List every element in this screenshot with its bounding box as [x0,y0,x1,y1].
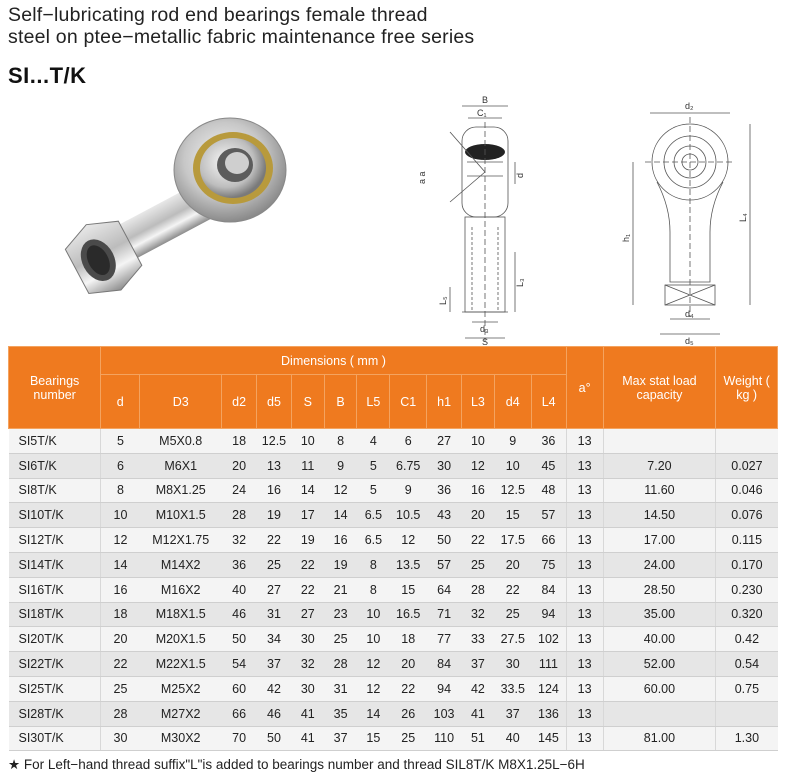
cell-load: 35.00 [603,602,716,627]
cell-d5: 46 [257,701,292,726]
table-row [9,528,778,553]
cell-b: 12 [324,478,357,503]
cell-d5: 19 [257,503,292,528]
spec-table [8,346,778,751]
cell-b: 21 [324,577,357,602]
table-row [9,676,778,701]
cell-a: 13 [566,528,603,553]
cell-l3: 41 [462,701,495,726]
cell-h1: 64 [427,577,462,602]
cell-l5: 8 [357,577,390,602]
cell-c1: 6 [390,429,427,454]
cell-d2: 18 [222,429,257,454]
cell-weight: 0.320 [716,602,778,627]
cell-d2: 28 [222,503,257,528]
cell-s: 22 [291,552,324,577]
cell-d4: 15 [494,503,531,528]
label-d4: d₄ [685,309,694,319]
label-d: d [515,172,525,178]
cell-d: 5 [101,429,140,454]
cell-d: 16 [101,577,140,602]
cell-a: 13 [566,453,603,478]
header-col-d: d [101,375,140,429]
header-col-l5: L5 [357,375,390,429]
cell-d5: 27 [257,577,292,602]
cell-a: 13 [566,602,603,627]
cell-d2: 46 [222,602,257,627]
cell-d5: 12.5 [257,429,292,454]
cell-model: SI28T/K [9,701,101,726]
cell-d2: 24 [222,478,257,503]
header-col-c1: C1 [390,375,427,429]
label-L3: L₃ [515,278,525,287]
title-line-2: steel on ptee−metallic fabric maintenance free series [8,26,475,48]
cell-d3: M14X2 [140,552,222,577]
cell-h1: 27 [427,429,462,454]
cell-model: SI25T/K [9,676,101,701]
cell-model: SI20T/K [9,627,101,652]
header-dimensions: Dimensions ( mm ) [101,347,566,375]
series-code: SI...T/K [8,63,87,88]
cell-l4: 36 [531,429,566,454]
cell-d4: 17.5 [494,528,531,553]
cell-model: SI6T/K [9,453,101,478]
cell-c1: 18 [390,627,427,652]
cell-c1: 13.5 [390,552,427,577]
cell-d5: 16 [257,478,292,503]
label-B: B [482,95,489,105]
cell-b: 25 [324,627,357,652]
header-col-d2: d2 [222,375,257,429]
label-L5: L₅ [438,296,448,305]
cell-b: 16 [324,528,357,553]
cell-l3: 12 [462,453,495,478]
cell-l4: 145 [531,726,566,751]
cell-d: 14 [101,552,140,577]
cell-l4: 136 [531,701,566,726]
cell-d: 8 [101,478,140,503]
cell-b: 28 [324,652,357,677]
cell-weight [716,701,778,726]
cell-weight: 0.75 [716,676,778,701]
cell-weight: 0.076 [716,503,778,528]
cell-load: 24.00 [603,552,716,577]
cell-load [603,429,716,454]
cell-a: 13 [566,429,603,454]
cell-load: 11.60 [603,478,716,503]
cell-d3: M8X1.25 [140,478,222,503]
cell-d2: 20 [222,453,257,478]
label-d3: d₃ [480,324,489,334]
cell-l4: 111 [531,652,566,677]
table-row [9,429,778,454]
cell-d2: 70 [222,726,257,751]
cell-s: 19 [291,528,324,553]
cell-c1: 22 [390,676,427,701]
cell-l4: 102 [531,627,566,652]
cell-model: SI30T/K [9,726,101,751]
cell-weight [716,429,778,454]
cell-h1: 77 [427,627,462,652]
table-row [9,701,778,726]
cell-l4: 124 [531,676,566,701]
cell-load: 28.50 [603,577,716,602]
cell-d3: M25X2 [140,676,222,701]
header-weight: Weight ( kg ) [716,347,778,429]
cell-l4: 45 [531,453,566,478]
cell-d5: 13 [257,453,292,478]
header-col-l4: L4 [531,375,566,429]
table-row [9,726,778,751]
cell-l5: 12 [357,676,390,701]
cell-l5: 6.5 [357,503,390,528]
header-a: a° [566,347,603,429]
cell-load: 7.20 [603,453,716,478]
cell-s: 41 [291,726,324,751]
cell-d2: 32 [222,528,257,553]
cell-load: 40.00 [603,627,716,652]
cell-load: 14.50 [603,503,716,528]
cell-l3: 20 [462,503,495,528]
table-row [9,652,778,677]
label-aa: a a [417,171,427,184]
cell-model: SI16T/K [9,577,101,602]
cell-h1: 110 [427,726,462,751]
cell-c1: 9 [390,478,427,503]
cell-a: 13 [566,577,603,602]
cell-d4: 40 [494,726,531,751]
cell-c1: 10.5 [390,503,427,528]
cell-l3: 33 [462,627,495,652]
cell-d4: 37 [494,701,531,726]
cell-d: 6 [101,453,140,478]
label-h1: h₁ [621,233,631,242]
cell-d2: 40 [222,577,257,602]
cell-a: 13 [566,478,603,503]
cell-l3: 32 [462,602,495,627]
cell-d5: 22 [257,528,292,553]
label-L4: L₄ [738,213,748,222]
cell-d2: 50 [222,627,257,652]
cell-model: SI18T/K [9,602,101,627]
cell-d2: 54 [222,652,257,677]
table-row [9,627,778,652]
cell-l5: 15 [357,726,390,751]
cell-d4: 22 [494,577,531,602]
cell-l4: 75 [531,552,566,577]
cell-c1: 26 [390,701,427,726]
cell-d4: 9 [494,429,531,454]
cell-l3: 42 [462,676,495,701]
cell-weight: 0.42 [716,627,778,652]
cell-b: 31 [324,676,357,701]
cell-d5: 31 [257,602,292,627]
cell-s: 17 [291,503,324,528]
cell-l5: 12 [357,652,390,677]
header-col-h1: h1 [427,375,462,429]
cell-d4: 30 [494,652,531,677]
cell-s: 41 [291,701,324,726]
rod-end-photo [55,110,315,310]
cell-a: 13 [566,552,603,577]
cell-s: 32 [291,652,324,677]
cell-b: 8 [324,429,357,454]
cell-d3: M10X1.5 [140,503,222,528]
cell-s: 14 [291,478,324,503]
cell-a: 13 [566,701,603,726]
header-col-l3: L3 [462,375,495,429]
cell-d4: 12.5 [494,478,531,503]
cell-l4: 94 [531,602,566,627]
cell-d2: 60 [222,676,257,701]
front-drawing [615,97,765,347]
label-C1: C₁ [477,108,487,118]
cell-l5: 5 [357,453,390,478]
cell-d3: M22X1.5 [140,652,222,677]
cell-model: SI8T/K [9,478,101,503]
cell-l5: 14 [357,701,390,726]
cell-d5: 25 [257,552,292,577]
label-S: S [482,337,489,347]
cell-l5: 5 [357,478,390,503]
cell-l3: 25 [462,552,495,577]
cell-s: 30 [291,627,324,652]
table-row [9,552,778,577]
cell-c1: 16.5 [390,602,427,627]
cell-b: 23 [324,602,357,627]
cell-s: 22 [291,577,324,602]
header-bearings-number: Bearings number [9,347,101,429]
cell-d3: M18X1.5 [140,602,222,627]
cell-weight: 0.54 [716,652,778,677]
cell-h1: 57 [427,552,462,577]
cell-b: 9 [324,453,357,478]
table-row [9,602,778,627]
cell-c1: 6.75 [390,453,427,478]
cell-d3: M12X1.75 [140,528,222,553]
cell-d4: 10 [494,453,531,478]
footnote: ★ For Left−hand thread suffix"L"is added to bearings number and thread SIL8T/K M8X1.25L−6H [8,757,585,772]
cell-model: SI22T/K [9,652,101,677]
cell-b: 35 [324,701,357,726]
cell-c1: 15 [390,577,427,602]
cell-d5: 50 [257,726,292,751]
cell-c1: 20 [390,652,427,677]
cell-l4: 48 [531,478,566,503]
cell-h1: 36 [427,478,462,503]
cell-b: 14 [324,503,357,528]
cell-s: 30 [291,676,324,701]
cell-weight: 1.30 [716,726,778,751]
cell-d: 28 [101,701,140,726]
cell-weight: 0.230 [716,577,778,602]
cell-d3: M16X2 [140,577,222,602]
cell-d5: 34 [257,627,292,652]
cell-l4: 66 [531,528,566,553]
cell-l3: 16 [462,478,495,503]
cell-load [603,701,716,726]
cell-l4: 84 [531,577,566,602]
cell-a: 13 [566,676,603,701]
cell-l5: 10 [357,602,390,627]
header-col-b: B [324,375,357,429]
cell-d: 12 [101,528,140,553]
cell-l5: 10 [357,627,390,652]
cell-l3: 10 [462,429,495,454]
cell-a: 13 [566,627,603,652]
table-row [9,577,778,602]
cell-weight: 0.170 [716,552,778,577]
cell-a: 13 [566,503,603,528]
cell-l3: 37 [462,652,495,677]
cell-h1: 71 [427,602,462,627]
cell-h1: 84 [427,652,462,677]
cell-l3: 51 [462,726,495,751]
cell-d3: M20X1.5 [140,627,222,652]
table-row [9,478,778,503]
cell-d3: M6X1 [140,453,222,478]
cell-d: 20 [101,627,140,652]
cell-d4: 27.5 [494,627,531,652]
header-col-s: S [291,375,324,429]
header-col-d5: d5 [257,375,292,429]
page-title [8,4,474,48]
cell-b: 37 [324,726,357,751]
label-d2: d₂ [685,101,694,111]
cell-model: SI14T/K [9,552,101,577]
cell-h1: 94 [427,676,462,701]
header-col-d3: D3 [140,375,222,429]
cell-weight: 0.115 [716,528,778,553]
cell-h1: 43 [427,503,462,528]
cell-b: 19 [324,552,357,577]
header-col-d4: d4 [494,375,531,429]
cell-load: 17.00 [603,528,716,553]
cell-h1: 50 [427,528,462,553]
cell-s: 11 [291,453,324,478]
table-row [9,503,778,528]
cell-d4: 20 [494,552,531,577]
cell-weight: 0.046 [716,478,778,503]
cell-d2: 36 [222,552,257,577]
cell-d5: 42 [257,676,292,701]
table-row [9,453,778,478]
cell-load: 52.00 [603,652,716,677]
cell-load: 81.00 [603,726,716,751]
cell-d4: 33.5 [494,676,531,701]
cell-model: SI12T/K [9,528,101,553]
cell-d: 18 [101,602,140,627]
cell-d3: M5X0.8 [140,429,222,454]
section-drawing [410,92,560,347]
cell-d3: M27X2 [140,701,222,726]
cell-l3: 22 [462,528,495,553]
cell-d2: 66 [222,701,257,726]
cell-load: 60.00 [603,676,716,701]
cell-d: 30 [101,726,140,751]
cell-weight: 0.027 [716,453,778,478]
cell-d5: 37 [257,652,292,677]
cell-c1: 12 [390,528,427,553]
cell-s: 10 [291,429,324,454]
cell-d4: 25 [494,602,531,627]
header-max-load: Max stat load capacity [603,347,716,429]
cell-a: 13 [566,652,603,677]
cell-l3: 28 [462,577,495,602]
cell-l5: 4 [357,429,390,454]
cell-l5: 8 [357,552,390,577]
cell-d3: M30X2 [140,726,222,751]
cell-d: 22 [101,652,140,677]
cell-d: 25 [101,676,140,701]
cell-c1: 25 [390,726,427,751]
cell-h1: 30 [427,453,462,478]
cell-d: 10 [101,503,140,528]
label-d5: d₅ [685,336,694,346]
cell-model: SI10T/K [9,503,101,528]
cell-h1: 103 [427,701,462,726]
cell-l4: 57 [531,503,566,528]
cell-a: 13 [566,726,603,751]
cell-model: SI5T/K [9,429,101,454]
cell-l5: 6.5 [357,528,390,553]
title-line-1: Self−lubricating rod end bearings female thread [8,4,428,26]
cell-s: 27 [291,602,324,627]
